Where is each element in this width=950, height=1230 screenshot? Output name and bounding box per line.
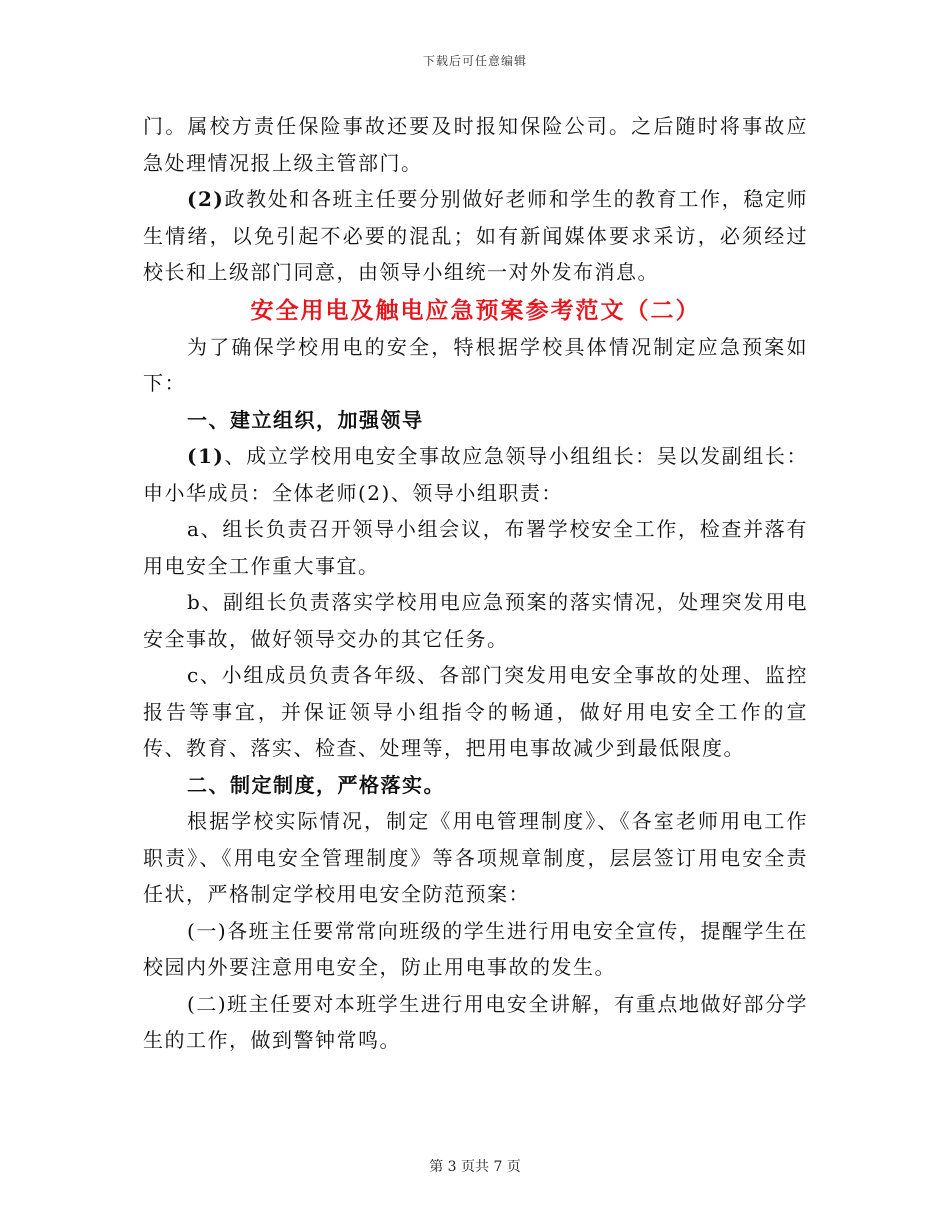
page-number: 第 3 页共 7 页 bbox=[429, 1159, 521, 1175]
paragraph-text: 政教处和各班主任要分别做好老师和学生的教育工作，稳定师生情绪，以免引起不必要的混乱；如有新闻媒体要求采访，必须经过校长和上级部门同意，由领导小组统一对外发布消息。 bbox=[143, 187, 808, 284]
heading-organization: 一、建立组织，加强领导 bbox=[187, 407, 424, 432]
intro-paragraph: 为了确保学校用电的安全，特根据学校具体情况制定应急预案如下： bbox=[143, 334, 808, 395]
page-header: 下载后可任意编辑 bbox=[422, 54, 527, 68]
section-title: 安全用电及触电应急预案参考范文（二） bbox=[250, 296, 701, 324]
paragraph-c: c、小组成员负责各年级、各部门突发用电安全事故的处理、监控报告等事宜，并保证领导小组指令的畅通，做好用电安全工作的宣传、教育、落实、检查、处理等，把用电事故减少到最低限度。 bbox=[143, 663, 808, 760]
paragraph-one: (一)各班主任要常常向班级的学生进行用电安全宣传，提醒学生在校园内外要注意用电安全，防止用电事故的发生。 bbox=[143, 918, 808, 979]
paragraph-item-2 bbox=[143, 181, 808, 291]
item-number: (2) bbox=[187, 187, 225, 211]
paragraph-item-1 bbox=[143, 438, 808, 511]
paragraph-b: b、副组长负责落实学校用电应急预案的落实情况，处理突发用电安全事故，做好领导交办的其它任务。 bbox=[143, 590, 808, 651]
document-body bbox=[143, 108, 808, 1059]
item-number: (1) bbox=[187, 444, 225, 468]
paragraph-continuation: 门。属校方责任保险事故还要及时报知保险公司。之后随时将事故应急处理情况报上级主管部门。 bbox=[143, 114, 808, 175]
paragraph-a: a、组长负责召开领导小组会议，布署学校安全工作，检查并落有用电安全工作重大事宜。 bbox=[143, 517, 808, 578]
paragraph-regulations: 根据学校实际情况，制定《用电管理制度》、《各室老师用电工作职责》、《用电安全管理制度》等各项规章制度，层层签订用电安全责任状，严格制定学校用电安全防范预案： bbox=[143, 809, 808, 906]
paragraph-two: (二)班主任要对本班学生进行用电安全讲解，有重点地做好部分学生的工作，做到警钟常鸣。 bbox=[143, 991, 808, 1052]
heading-regulations: 二、制定制度，严格落实。 bbox=[187, 772, 445, 797]
paragraph-text: 、成立学校用电安全事故应急领导小组组长：吴以发副组长：申小华成员：全体老师(2)、领导小组职责： bbox=[143, 444, 808, 505]
